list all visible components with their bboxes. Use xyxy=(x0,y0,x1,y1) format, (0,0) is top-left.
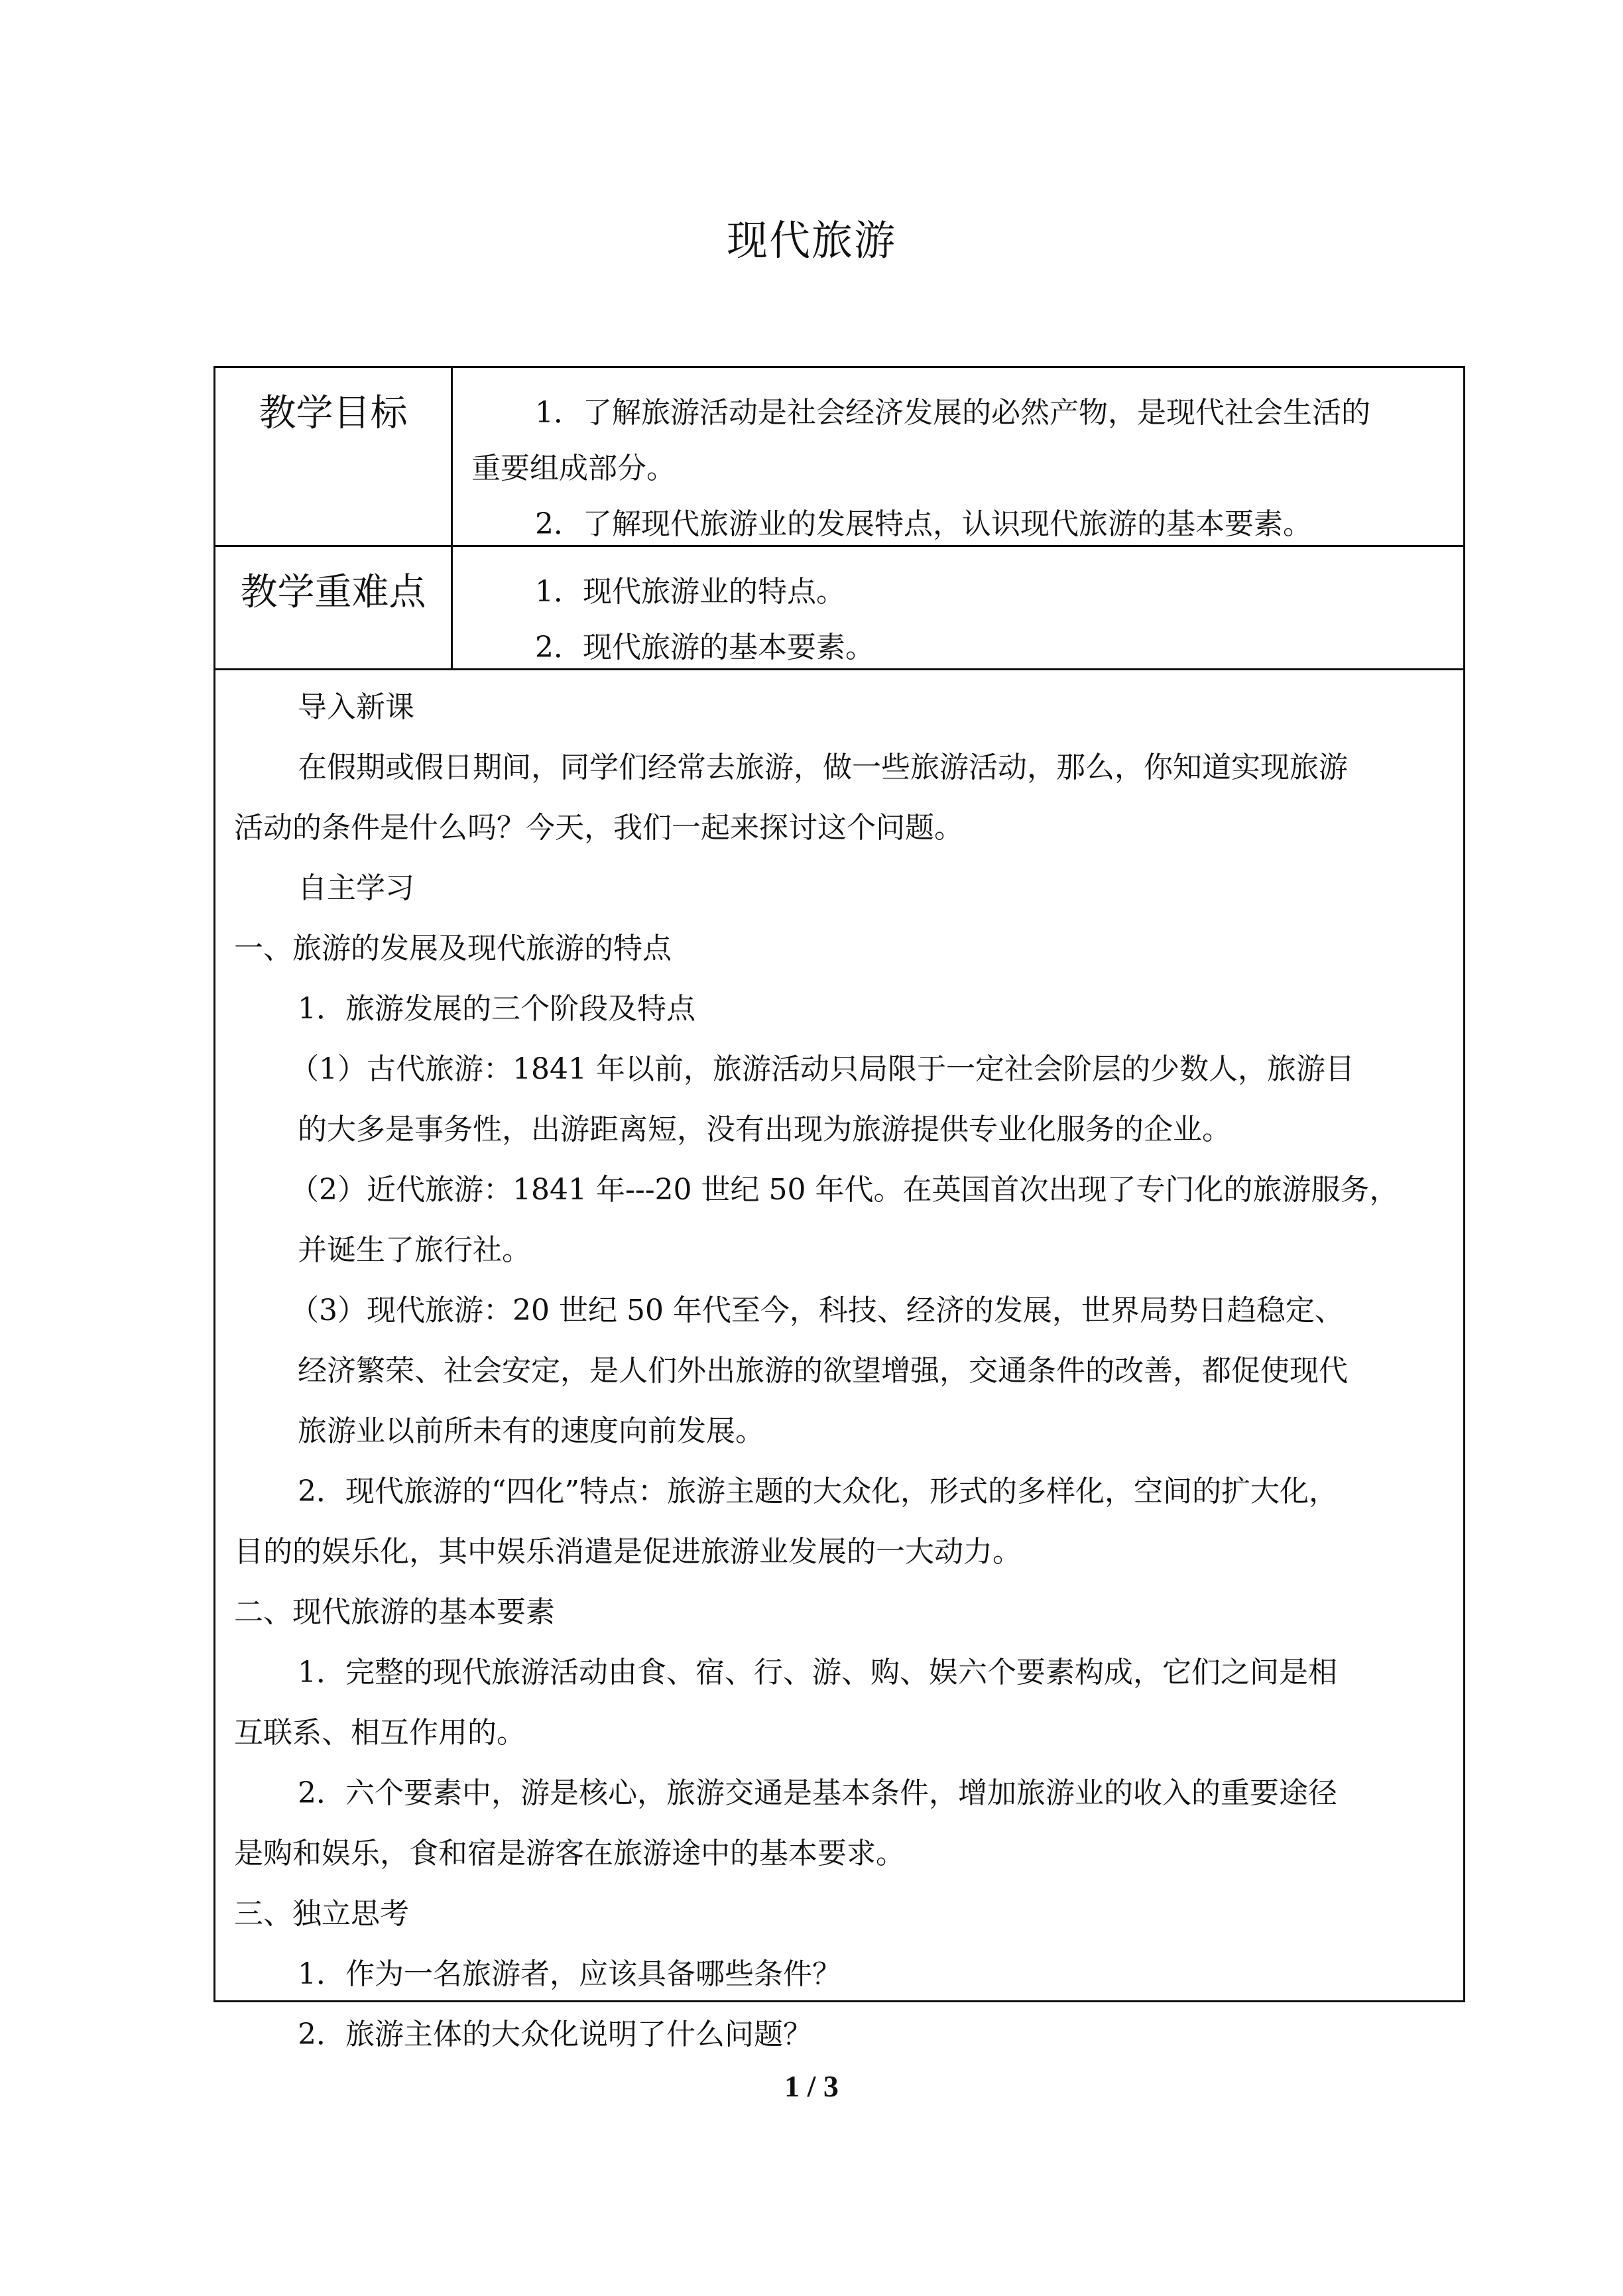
body-line: 并诞生了旅行社。 xyxy=(298,1233,531,1267)
body-line: （1）古代旅游：1841 年以前，旅游活动只局限于一定社会阶层的少数人，旅游目 xyxy=(290,1052,1354,1086)
body-line: 的大多是事务性，出游距离短，没有出现为旅游提供专业化服务的企业。 xyxy=(298,1113,1231,1146)
objectives-line: 1．了解旅游活动是社会经济发展的必然产物，是现代社会生活的 xyxy=(535,396,1370,430)
body-line: 2．现代旅游的“四化”特点：旅游主题的大众化，形式的多样化，空间的扩大化， xyxy=(298,1475,1338,1508)
body-line: 目的的娱乐化，其中娱乐消遣是促进旅游业发展的一大动力。 xyxy=(234,1535,1022,1569)
lesson-plan-table xyxy=(213,366,1465,2051)
objectives-row xyxy=(215,368,1463,547)
objectives-line: 2．了解现代旅游业的发展特点，认识现代旅游的基本要素。 xyxy=(535,507,1312,541)
body-line: 2．旅游主体的大众化说明了什么问题？ xyxy=(298,2018,812,2051)
body-line: 1．作为一名旅游者，应该具备哪些条件？ xyxy=(298,1957,841,1991)
body-line: 经济繁荣、社会安定，是人们外出旅游的欲望增强，交通条件的改善，都促使现代 xyxy=(298,1354,1348,1388)
key-points-line: 2．现代旅游的基本要素。 xyxy=(535,631,874,664)
body-line: （3）现代旅游：20 世纪 50 年代至今，科技、经济的发展，世界局势日趋稳定、 xyxy=(290,1294,1344,1327)
page-title: 现代旅游 xyxy=(726,216,896,265)
body-line: 在假期或假日期间，同学们经常去旅游，做一些旅游活动，那么，你知道实现旅游 xyxy=(298,751,1348,784)
lesson-body xyxy=(215,670,1463,2051)
objectives-content xyxy=(453,368,1463,545)
body-line: 2．六个要素中，游是核心，旅游交通是基本条件，增加旅游业的收入的重要途径 xyxy=(298,1776,1337,1810)
body-line: 互联系、相互作用的。 xyxy=(234,1716,526,1750)
page-number: 1 / 3 xyxy=(784,2069,839,2103)
key-points-label: 教学重难点 xyxy=(215,547,453,668)
section-heading-self-study: 自主学习 xyxy=(298,871,414,905)
key-points-row xyxy=(215,547,1463,670)
objectives-label: 教学目标 xyxy=(215,368,453,545)
key-points-line: 1．现代旅游业的特点。 xyxy=(535,575,845,609)
objectives-line: 重要组成部分。 xyxy=(471,452,676,485)
key-points-content xyxy=(453,547,1463,668)
body-line: 1．完整的现代旅游活动由食、宿、行、游、购、娱六个要素构成，它们之间是相 xyxy=(298,1656,1337,1689)
body-line: 1．旅游发展的三个阶段及特点 xyxy=(298,992,695,1026)
body-line: （2）近代旅游：1841 年---20 世纪 50 年代。在英国首次出现了专门化的旅游服务， xyxy=(290,1173,1399,1207)
body-line: 活动的条件是什么吗？今天，我们一起来探讨这个问题。 xyxy=(234,811,963,845)
body-line: 旅游业以前所未有的速度向前发展。 xyxy=(298,1414,764,1448)
section-heading-2: 二、现代旅游的基本要素 xyxy=(234,1595,555,1629)
section-heading-3: 三、独立思考 xyxy=(234,1897,409,1931)
section-heading-intro: 导入新课 xyxy=(298,690,414,724)
section-heading-1: 一、旅游的发展及现代旅游的特点 xyxy=(234,932,672,965)
body-line: 是购和娱乐，食和宿是游客在旅游途中的基本要求。 xyxy=(234,1837,905,1870)
